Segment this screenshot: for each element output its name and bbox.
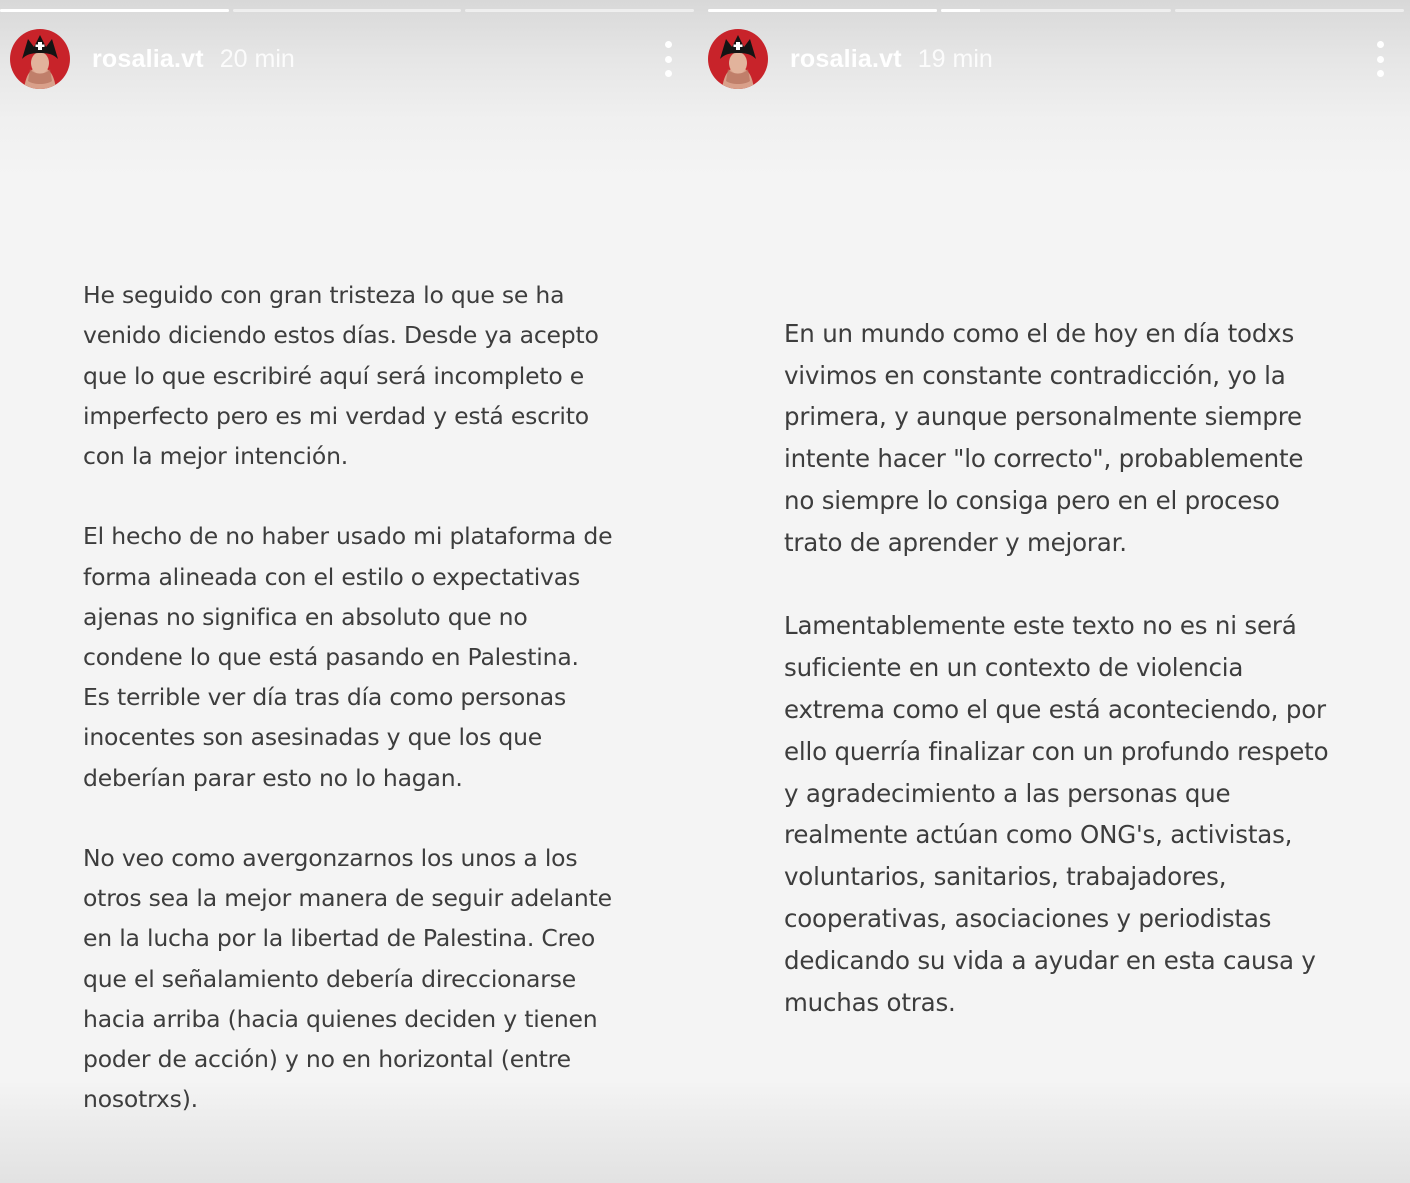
paragraph: El hecho de no haber usado mi plataforma de forma alineada con el estilo o expectativas ajenas no significa en absoluto que no condene lo que está pasando en Palestina. Es terrible ver día tras día como personas inocentes son asesinadas y que los que deberían parar esto no lo hagan. xyxy=(83,522,613,792)
progress-segment xyxy=(465,9,694,12)
avatar-icon xyxy=(10,29,70,89)
dot xyxy=(1377,56,1384,63)
progress-segment xyxy=(941,9,1170,12)
dot xyxy=(665,41,672,48)
post-time: 19 min xyxy=(917,44,993,73)
dot xyxy=(1377,41,1384,48)
story-progress-bar xyxy=(0,9,694,12)
avatar[interactable] xyxy=(10,29,70,89)
paragraph: Lamentablemente este texto no es ni será suficiente en un contexto de violencia extrema como el que está aconteciendo, por ello querría finalizar con un profundo respeto y agradecimiento a las personas que realmente actúan como ONG's, activistas, voluntarios, sanitarios, trabajadores, cooperativas, asociaciones y periodistas dedicando su vida a ayudar en esta causa y muchas otras. xyxy=(784,611,1329,1017)
avatar-icon xyxy=(708,29,768,89)
paragraph: No veo como avergonzarnos los unos a los otros sea la mejor manera de seguir adelante en la lucha por la libertad de Palestina. Creo que el señalamiento debería direccionarse hacia arriba (hacia quienes deciden y tienen poder de acción) y no en horizontal (entre nosotrxs). xyxy=(83,844,612,1114)
paragraph: He seguido con gran tristeza lo que se ha venido diciendo estos días. Desde ya acepto que lo que escribiré aquí será incompleto e imperfecto pero es mi verdad y está escrito con la mejor intención. xyxy=(83,281,599,471)
progress-fill xyxy=(708,9,937,12)
avatar[interactable] xyxy=(708,29,768,89)
username[interactable]: rosalia.vt xyxy=(790,44,902,73)
story-text xyxy=(83,235,663,1119)
progress-fill xyxy=(0,9,229,12)
progress-segment xyxy=(708,9,937,12)
dot xyxy=(1377,70,1384,77)
story-header xyxy=(10,28,678,90)
progress-fill xyxy=(941,9,980,12)
paragraph: En un mundo como el de hoy en día todxs vivimos en constante contradicción, yo la primera, y aunque personalmente siempre intente hacer "lo correcto", probablemente no siempre lo consiga pero en el proceso trato de aprender y mejorar. xyxy=(784,318,1304,557)
story-header xyxy=(708,28,1390,90)
post-time: 20 min xyxy=(219,44,295,73)
progress-segment xyxy=(233,9,462,12)
story-progress-bar xyxy=(708,9,1404,12)
progress-segment xyxy=(0,9,229,12)
more-options-icon[interactable] xyxy=(1370,41,1390,77)
more-options-icon[interactable] xyxy=(658,41,678,77)
story-panel-left[interactable] xyxy=(0,0,698,1183)
progress-segment xyxy=(1175,9,1404,12)
story-text xyxy=(784,271,1384,1023)
dot xyxy=(665,56,672,63)
dot xyxy=(665,70,672,77)
username[interactable]: rosalia.vt xyxy=(92,44,204,73)
story-panel-right[interactable] xyxy=(698,0,1410,1183)
